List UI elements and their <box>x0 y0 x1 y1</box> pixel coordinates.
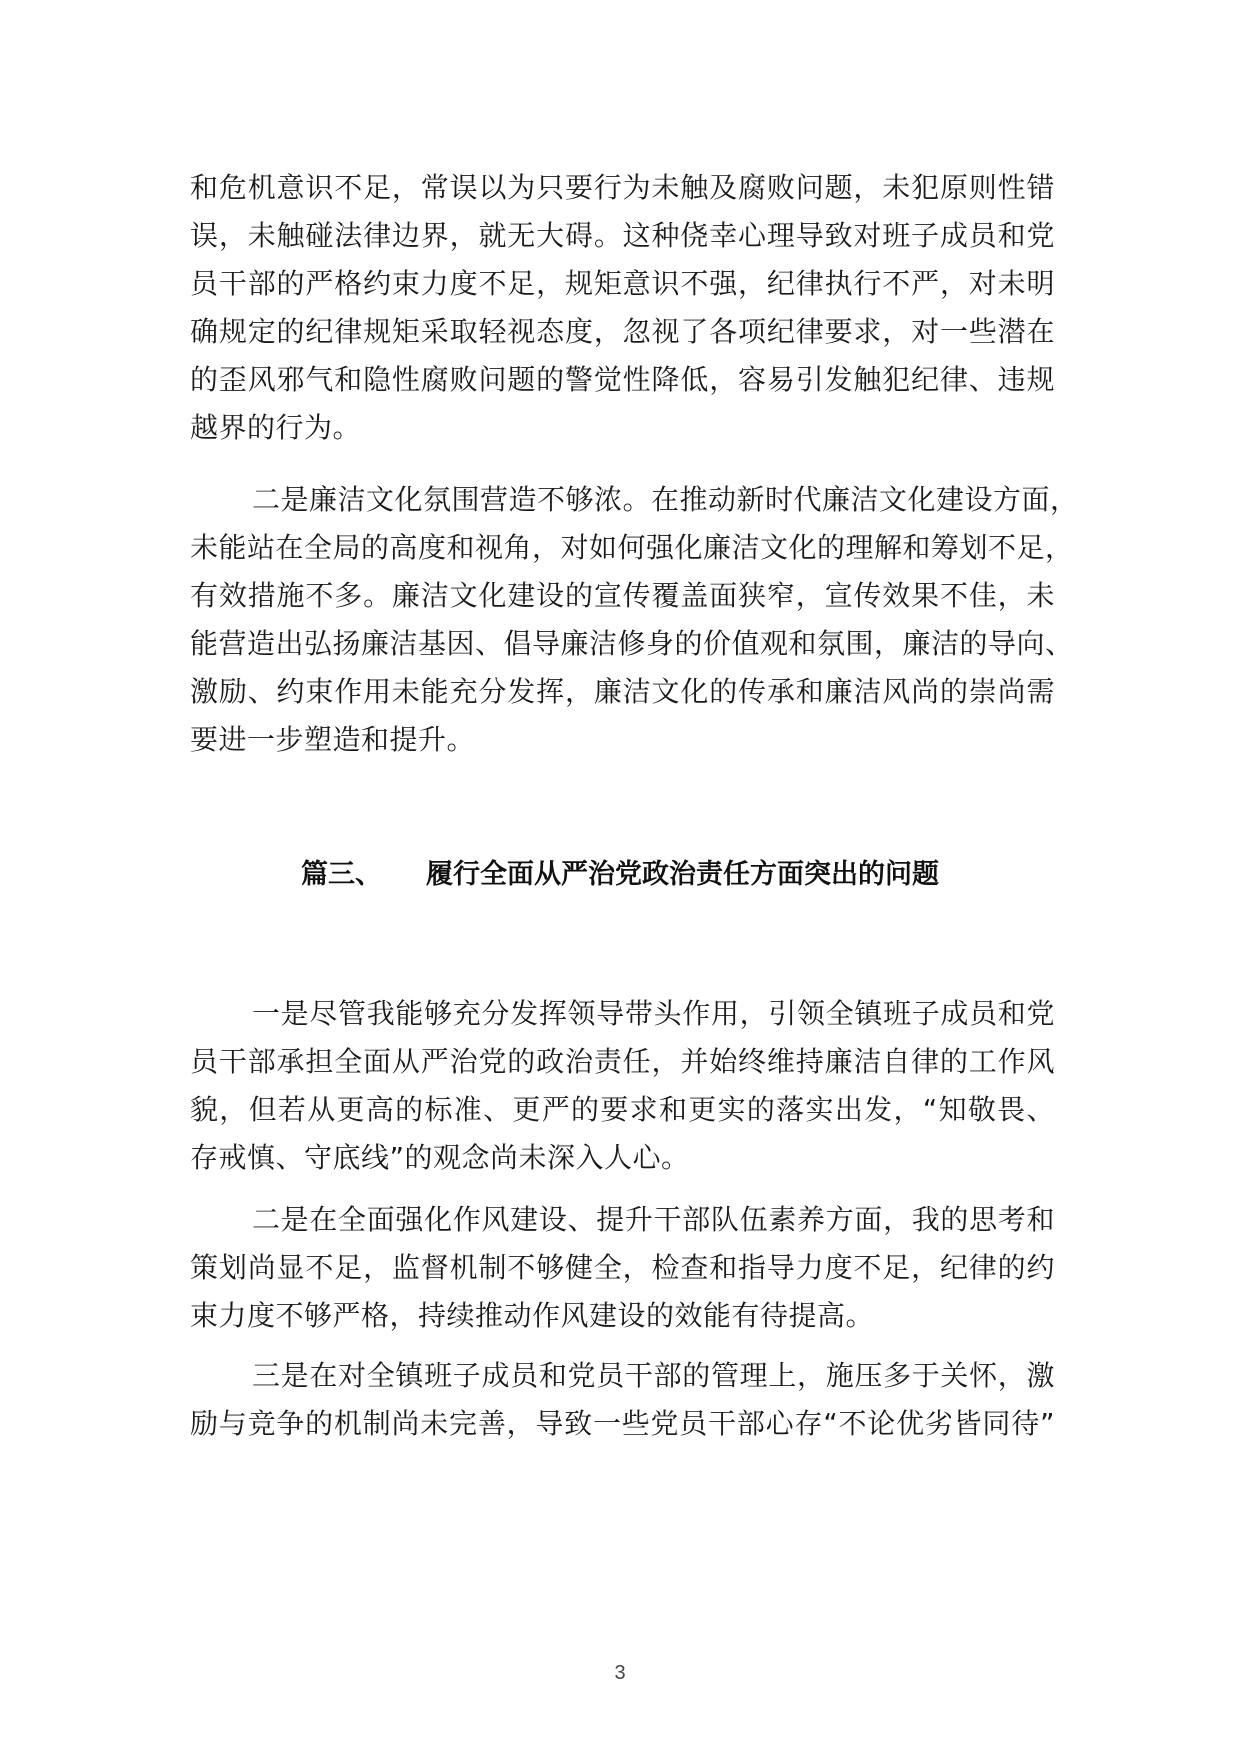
paragraph-crisis-awareness <box>190 164 1055 452</box>
paragraph-line: 二是在全面强化作风建设、提升干部队伍素养方面，我的思考和 <box>252 1203 1055 1236</box>
paragraph-leadership-role <box>190 990 1055 1182</box>
paragraph-line: 未能站在全局的高度和视角，对如何强化廉洁文化的理解和筹划不足， <box>190 531 1074 564</box>
paragraph-line: 励与竞争的机制尚未完善，导致一些党员干部心存“不论优劣皆同待” <box>190 1407 1055 1440</box>
paragraph-line: 误，未触碰法律边界，就无大碍。这种侥幸心理导致对班子成员和党 <box>190 219 1055 252</box>
paragraph-cadre-management <box>190 1352 1055 1448</box>
paragraph-line: 要进一步塑造和提升。 <box>190 723 476 756</box>
paragraph-line: 越界的行为。 <box>190 411 362 444</box>
page-number: 3 <box>614 1662 626 1684</box>
paragraph-clean-culture <box>190 476 1079 764</box>
paragraph-line: 能营造出弘扬廉洁基因、倡导廉洁修身的价值观和氛围，廉洁的导向、 <box>190 627 1074 660</box>
section-title: 履行全面从严治党政治责任方面突出的问题 <box>426 859 939 890</box>
paragraph-line: 束力度不够严格，持续推动作风建设的效能有待提高。 <box>190 1299 875 1332</box>
paragraph-line: 二是廉洁文化氛围营造不够浓。在推动新时代廉洁文化建设方面， <box>252 483 1079 516</box>
paragraph-line: 确规定的纪律规矩采取轻视态度，忽视了各项纪律要求，对一些潜在 <box>190 315 1055 348</box>
paragraph-line: 一是尽管我能够充分发挥领导带头作用，引领全镇班子成员和党 <box>252 997 1055 1030</box>
paragraph-line: 激励、约束作用未能充分发挥，廉洁文化的传承和廉洁风尚的崇尚需 <box>190 675 1055 708</box>
paragraph-line: 貌，但若从更高的标准、更严的要求和更实的落实出发，“知敬畏、 <box>190 1093 1055 1126</box>
section-number: 篇三、 <box>301 859 382 890</box>
paragraph-line: 员干部承担全面从严治党的政治责任，并始终维持廉洁自律的工作风 <box>190 1045 1055 1078</box>
paragraph-work-style <box>190 1196 1055 1340</box>
paragraph-line: 的歪风邪气和隐性腐败问题的警觉性降低，容易引发触犯纪律、违规 <box>190 363 1055 396</box>
section-heading <box>0 852 1240 891</box>
paragraph-line: 策划尚显不足，监督机制不够健全，检查和指导力度不足，纪律的约 <box>190 1251 1055 1284</box>
paragraph-line: 有效措施不多。廉洁文化建设的宣传覆盖面狭窄，宣传效果不佳，未 <box>190 579 1055 612</box>
paragraph-line: 员干部的严格约束力度不足，规矩意识不强，纪律执行不严，对未明 <box>190 267 1055 300</box>
paragraph-line: 和危机意识不足，常误以为只要行为未触及腐败问题，未犯原则性错 <box>190 171 1055 204</box>
paragraph-line: 三是在对全镇班子成员和党员干部的管理上，施压多于关怀，激 <box>252 1359 1055 1392</box>
paragraph-line: 存戒慎、守底线”的观念尚未深入人心。 <box>190 1141 690 1174</box>
